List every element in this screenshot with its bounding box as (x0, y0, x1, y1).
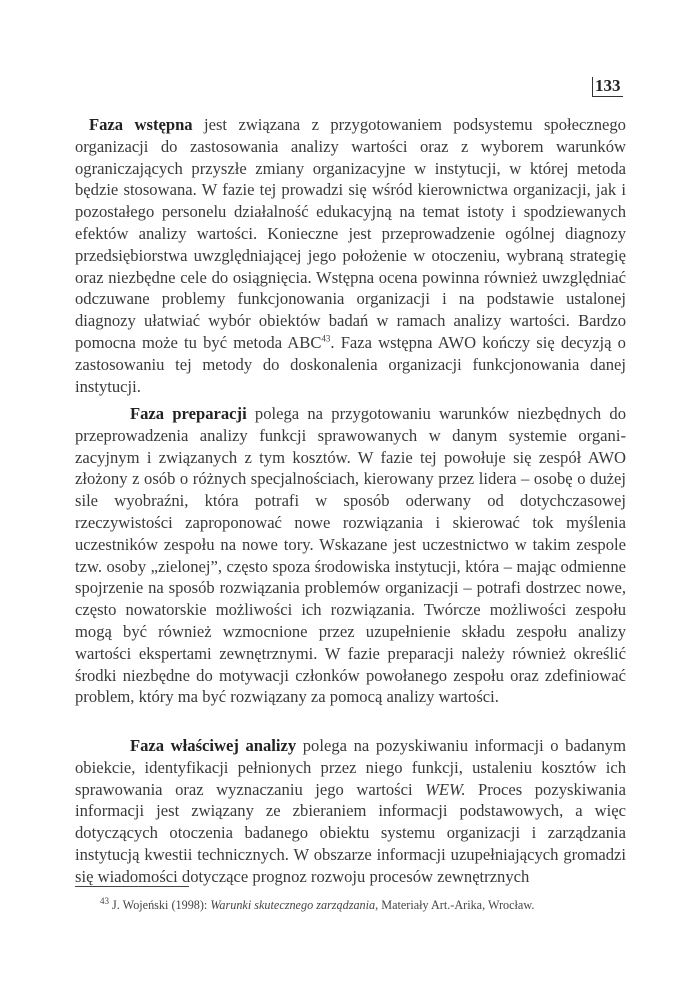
paragraph-faza-wlasciwej-analizy (75, 735, 626, 888)
paragraph-text: polega na pozyskiwaniu informacji o badanym obiekcie, identyfikacji pełnionych przez niego funkcji, ustaleniu kosztów ich sprawowania oraz wyznaczaniu jego wartości (75, 736, 626, 799)
paragraph-text-continued: . Faza wstępna AWO kończy się decyzją o zastosowaniu tej metody do doskonalenia organizacji funkcjonowania danej instytucji. (75, 332, 626, 396)
paragraph-text: polega na przygotowaniu warunków niezbędnych do przeprowadzenia analizy funkcji sprawowanych w danym systemie organizacyjnym i związanych z tym kosztów. W fazie tej powołuje się zespół AWO złożony z osób o różnych specjalnościach, kierowany przez lidera – osobę o dużej sile wyobraźni, która potrafi w sposób oderwany od dotychczasowej rzeczywistości zaproponować nowe rozwiązania i skierować tok myślenia uczestników zespołu na nowe tory. Wskazane jest uczestnictwo w takim zespole tzw. osoby „zielonej”, często spoza środowiska instytucji, która – mając odmienne spojrzenie na sposób rozwiązania problemów organizacji – potrafi dostrzec nowe, często nowatorskie możliwości ich rozwiązania. Twórcze możliwości zespołu mogą być również wzmocnione przez uzupełnienie składu zespołu analizy wartości ekspertami zewnętrznymi. W fazie preparacji należy również określić środki niezbędne do motywacji członków powołanego zespołu oraz zdefiniować problem, który ma być rozwiązany za pomocą analizy wartości. (75, 404, 626, 707)
paragraph-italic-term: WEW. (425, 779, 466, 799)
footnote-publisher: , Materiały Art.-Arika, Wrocław. (375, 898, 535, 912)
paragraph-lead: Faza preparacji (130, 404, 247, 423)
paragraph-lead: Faza wstępna (89, 115, 193, 134)
footnote-marker: 43 (100, 895, 109, 906)
paragraph-text: jest związana z przygotowaniem podsystemu społecznego organizacji do zastosowania analizy wartości oraz z wyborem warunków ograniczających przyszłe zmiany organizacyjne w instytucji, w której metoda będzie stosowana. W fazie tej prowadzi się wśród kierownictwa organizacji, jak i pozostałego personelu działalność edukacyjną na temat istoty i spodziewanych efektów analizy wartości. Konieczne jest przeprowadzenie ogólnej diagnozy przedsiębiorstwa uwzględniającej jego położenie w otoczeniu, wybraną strategię oraz niezbędne cele do osiągnięcia. Wstępna ocena powinna również uwzględniać odczuwane problemy funkcjonowania organizacji i na podstawie ustalonej diagnozy ułatwiać wybór obiektów badań w ramach analizy wartości. Bardzo pomocna może tu być metoda ABC (75, 115, 626, 352)
footnote-divider (75, 886, 189, 887)
paragraph-faza-wstepna (75, 114, 626, 397)
paragraph-text-continued: Proces pozyskiwania informacji jest związany ze zbieraniem informacji podstawowych, a więc dotyczących otoczenia badanego obiektu systemu organizacji i zarządzania instytucją kwestii technicznych. W obszarze informacji uzupełniających gromadzi się wiadomości dotyczące prognoz rozwoju procesów zewnętrznych (75, 779, 626, 886)
footnote-reference: 43 (321, 333, 331, 344)
page-number: 133 (592, 77, 623, 97)
footnote-title: Warunki skutecznego zarządzania (210, 898, 376, 912)
footnote-author: J. Wojeński (1998): (109, 898, 211, 912)
paragraph-faza-preparacji (75, 403, 626, 708)
paragraph-lead: Faza właściwej analizy (130, 736, 297, 755)
footnote (100, 897, 630, 913)
